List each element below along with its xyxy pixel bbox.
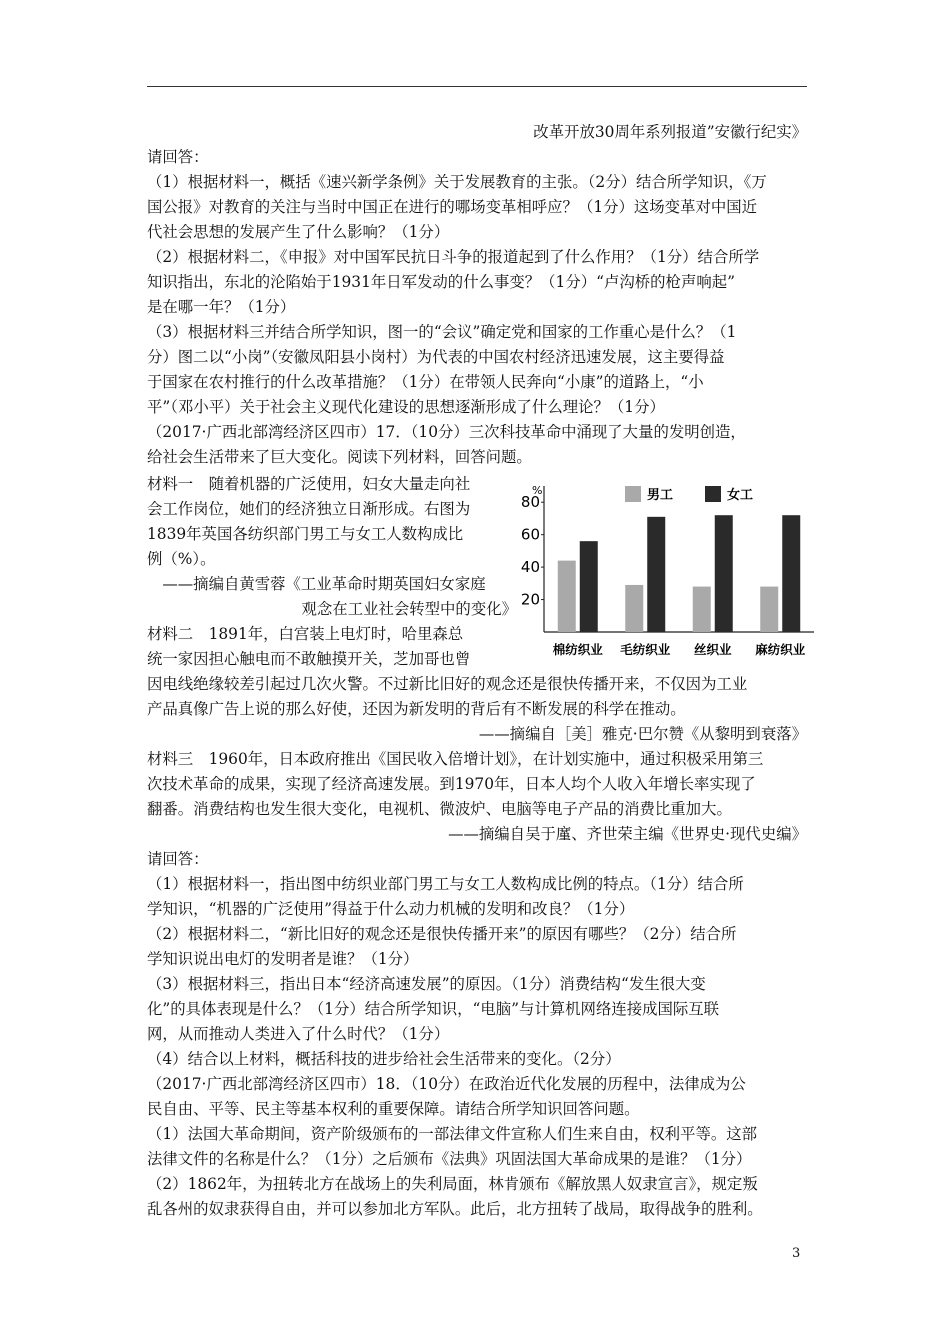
text-line: 网，从而推动人类进入了什么时代？（1分） <box>147 1025 450 1043</box>
header-line: 改革开放30周年系列报道”安徽行纪实》 <box>533 123 807 141</box>
text-line: 化”的具体表现是什么？（1分）结合所学知识，“电脑”与计算机网络连接成国际互联 <box>147 1000 720 1018</box>
bar-chart <box>520 476 820 666</box>
text-line: 国公报》对教育的关注与当时中国正在进行的哪场变革相呼应？（1分）这场变革对中国近 <box>147 198 758 216</box>
text-line: 请回答： <box>147 148 209 166</box>
text-line: 材料三 1960年，日本政府推出《国民收入倍增计划》，在计划实施中，通过积极采用第三 <box>147 750 764 768</box>
text-line: 代社会思想的发展产生了什么影响？（1分） <box>147 223 450 241</box>
text-line: 学知识，“机器的广泛使用”得益于什么动力机械的发明和改良？（1分） <box>147 900 635 918</box>
bar-female <box>647 517 665 632</box>
text-line: （2017·广西北部湾经济区四市）18．（10分）在政治近代化发展的历程中，法律成为公 <box>147 1075 746 1093</box>
text-block-2 <box>147 672 807 1222</box>
text-line: （3）根据材料三并结合所学知识，图一的“会议”确定党和国家的工作重心是什么？（1 <box>147 323 737 341</box>
y-tick-label: 20 <box>520 590 540 609</box>
text-line: （2）1862年，为扭转北方在战场上的失利局面，林肯颁布《解放黑人奴隶宣言》，规定叛 <box>147 1175 758 1193</box>
text-line: 是在哪一年？（1分） <box>147 298 296 316</box>
text-line: 知识指出，东北的沦陷始于1931年日军发动的什么事变？（1分）“卢沟桥的枪声响起” <box>147 273 735 291</box>
question-block-16 <box>147 145 807 470</box>
y-axis-label: % <box>532 484 543 497</box>
text-line: 材料一 随着机器的广泛使用，妇女大量走向社 <box>147 475 471 493</box>
text-line: 例（%）。 <box>147 550 216 568</box>
text-line: 法律文件的名称是什么？（1分）之后颁布《法典》巩固法国大革命成果的是谁？（1分） <box>147 1150 752 1168</box>
text-line: （1）法国大革命期间，资产阶级颁布的一部法律文件宣称人们生来自由，权利平等。这部 <box>147 1125 758 1143</box>
page-number: 3 <box>792 1246 801 1261</box>
legend-label: 男工 <box>647 488 674 503</box>
text-line: 乱各州的奴隶获得自由，并可以参加北方军队。此后，北方扭转了战局，取得战争的胜利。 <box>147 1200 763 1218</box>
bar-male <box>693 587 711 632</box>
bar-female <box>580 541 598 632</box>
y-tick-label: 80 <box>520 493 540 512</box>
text-line: 次技术革命的成果，实现了经济高速发展。到1970年，日本人均个人收入年增长率实现了 <box>147 775 756 793</box>
text-line: 民自由、平等、民主等基本权利的重要保障。请结合所学知识回答问题。 <box>147 1100 640 1118</box>
text-line: 1839年英国各纺织部门男工与女工人数构成比 <box>147 525 464 543</box>
text-line: 给社会生活带来了巨大变化。阅读下列材料，回答问题。 <box>147 448 532 466</box>
legend-swatch <box>705 486 721 502</box>
x-tick-label: 棉纺织业 <box>552 642 603 657</box>
text-line: ——摘编自黄雪蓉《工业革命时期英国妇女家庭 <box>147 575 486 593</box>
legend-label: 女工 <box>727 488 754 503</box>
x-tick-label: 丝织业 <box>693 642 732 657</box>
text-line: （2）根据材料二，“新比旧好的观念还是很快传播开来”的原因有哪些？（2分）结合所 <box>147 925 737 943</box>
text-line: （2017·广西北部湾经济区四市）17．（10分）三次科技革命中涌现了大量的发明创造， <box>147 423 746 441</box>
text-line: （4）结合以上材料，概括科技的进步给社会生活带来的变化。（2分） <box>147 1050 621 1068</box>
text-line: 平”（邓小平）关于社会主义现代化建设的思想逐渐形成了什么理论？（1分） <box>147 398 665 416</box>
text-line: 统一家因担心触电而不敢触摸开关，芝加哥也曾 <box>147 650 471 668</box>
x-tick-label: 毛纺织业 <box>620 642 671 657</box>
text-line: 会工作岗位，她们的经济独立日渐形成。右图为 <box>147 500 471 518</box>
text-line: ——摘编自［美］雅克·巴尔赞《从黎明到衰落》 <box>478 725 807 743</box>
text-line: 产品真像广告上说的那么好使，还因为新发明的背后有不断发展的科学在推动。 <box>147 700 686 718</box>
bar-female <box>782 515 800 632</box>
text-line: （3）根据材料三，指出日本“经济高速发展”的原因。（1分）消费结构“发生很大变 <box>147 975 706 993</box>
text-line: 于国家在农村推行的什么改革措施？（1分）在带领人民奔向“小康”的道路上，“小 <box>147 373 704 391</box>
bar-male <box>625 585 643 632</box>
text-block-1 <box>147 120 807 470</box>
bar-female <box>715 515 733 632</box>
text-line: （1）根据材料一，指出图中纺织业部门男工与女工人数构成比例的特点。（1分）结合所 <box>147 875 744 893</box>
material-1-text <box>147 472 517 672</box>
text-line: 学知识说出电灯的发明者是谁？（1分） <box>147 950 419 968</box>
text-line: 因电线绝缘较差引起过几次火警。不过新比旧好的观念还是很快传播开来，不仅因为工业 <box>147 675 748 693</box>
bar-male <box>558 561 576 632</box>
text-line: （1）根据材料一，概括《速兴新学条例》关于发展教育的主张。（2分）结合所学知识，《万 <box>147 173 767 191</box>
text-line: 分）图二以“小岗”（安徽凤阳县小岗村）为代表的中国农村经济迅速发展，这主要得益 <box>147 348 725 366</box>
header-rule <box>147 86 807 87</box>
y-tick-label: 60 <box>520 525 540 544</box>
text-line: 翻番。消费结构也发生很大变化，电视机、微波炉、电脑等电子产品的消费比重加大。 <box>147 800 732 818</box>
legend-swatch <box>625 486 641 502</box>
text-line: ——摘编自吴于廑、齐世荣主编《世界史·现代史编》 <box>448 825 807 843</box>
text-line: 请回答： <box>147 850 209 868</box>
bar-male <box>760 587 778 632</box>
y-tick-label: 40 <box>520 558 540 577</box>
text-line: 材料二 1891年，白宫装上电灯时，哈里森总 <box>147 625 464 643</box>
x-tick-label: 麻纺织业 <box>755 642 806 657</box>
text-line: 观念在工业社会转型中的变化》 <box>301 600 517 618</box>
text-line: （2）根据材料二，《申报》对中国军民抗日斗争的报道起到了什么作用？（1分）结合所学 <box>147 248 760 266</box>
